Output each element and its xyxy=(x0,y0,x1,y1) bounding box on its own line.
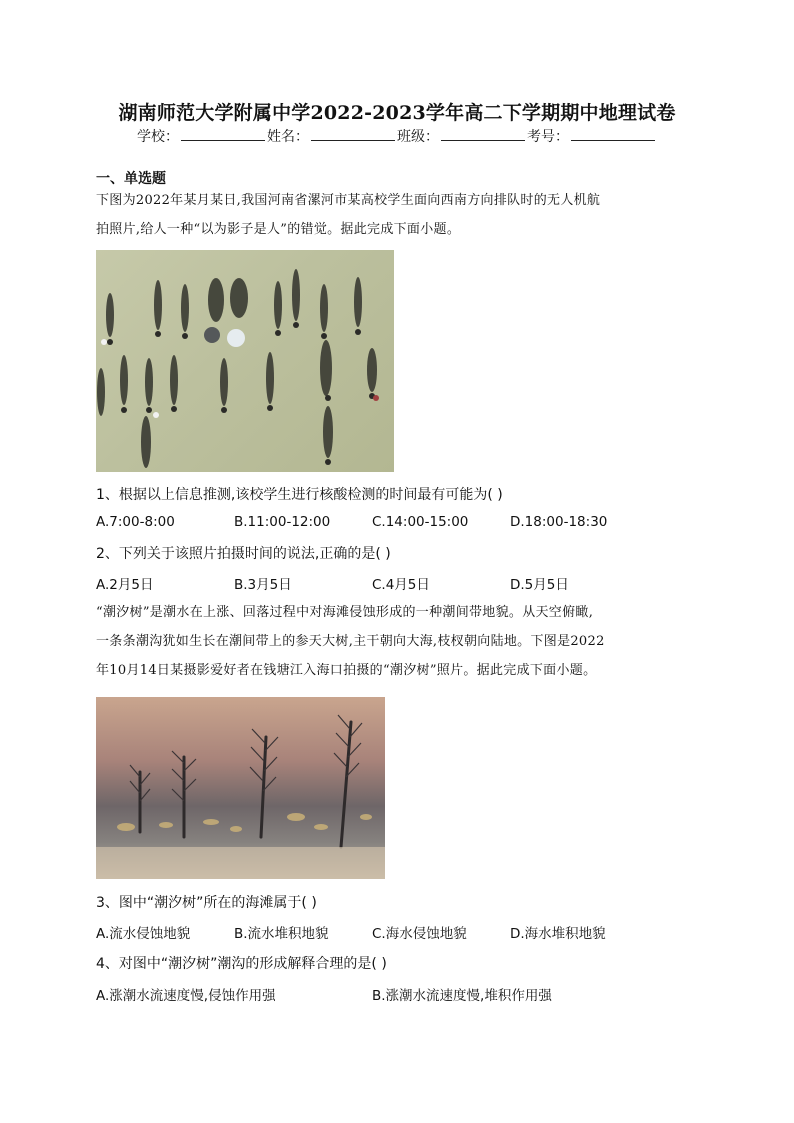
student-info-line xyxy=(0,126,794,146)
q4-option-b[interactable]: B.涨潮水流速度慢,堆积作用强 xyxy=(372,988,552,1004)
passage-1-line: 拍照片,给人一种“以为影子是人”的错觉。据此完成下面小题。 xyxy=(96,222,461,237)
q2-option-a[interactable]: A.2月5日 xyxy=(96,577,154,593)
name-label: 姓名： xyxy=(267,129,309,145)
section-heading: 一、单选题 xyxy=(96,171,166,187)
passage-1-line: 下图为2022年某月某日,我国河南省漯河市某高校学生面向西南方向排队时的无人机航 xyxy=(96,193,601,208)
q1-option-a[interactable]: A.7:00-8:00 xyxy=(96,514,175,530)
q1-option-c[interactable]: C.14:00-15:00 xyxy=(372,514,469,530)
school-label: 学校： xyxy=(137,129,179,145)
number-label: 考号： xyxy=(527,129,569,145)
q1-option-b[interactable]: B.11:00-12:00 xyxy=(234,514,331,530)
q3-option-b[interactable]: B.流水堆积地貌 xyxy=(234,926,329,942)
q2-option-b[interactable]: B.3月5日 xyxy=(234,577,292,593)
q1-option-d[interactable]: D.18:00-18:30 xyxy=(510,514,608,530)
class-blank xyxy=(441,128,525,141)
class-label: 班级： xyxy=(397,129,439,145)
q3-option-c[interactable]: C.海水侵蚀地貌 xyxy=(372,926,467,942)
passage-2-line: 年10月14日某摄影爱好者在钱塘江入海口拍摄的“潮汐树”照片。据此完成下面小题。 xyxy=(96,663,597,678)
name-blank xyxy=(311,128,395,141)
drone-photo-students-shadows xyxy=(96,250,394,472)
passage-2 xyxy=(96,598,700,685)
passage-1 xyxy=(96,186,700,244)
passage-2-line: 一条条潮沟犹如生长在潮间带上的参天大树,主干朝向大海,枝杈朝向陆地。下图是2022 xyxy=(96,634,605,649)
q2-option-c[interactable]: C.4月5日 xyxy=(372,577,430,593)
q3-option-a[interactable]: A.流水侵蚀地貌 xyxy=(96,926,191,942)
q2-option-d[interactable]: D.5月5日 xyxy=(510,577,569,593)
question-4-stem: 4、对图中“潮汐树”潮沟的形成解释合理的是( ) xyxy=(96,956,387,972)
school-blank xyxy=(181,128,265,141)
q4-option-a[interactable]: A.涨潮水流速度慢,侵蚀作用强 xyxy=(96,988,276,1004)
tidal-tree-illustration xyxy=(96,697,385,879)
shadow-figures-illustration xyxy=(96,250,394,472)
question-1-stem: 1、根据以上信息推测,该校学生进行核酸检测的时间最有可能为( ) xyxy=(96,487,503,503)
passage-2-line: “潮汐树”是潮水在上涨、回落过程中对海滩侵蚀形成的一种潮间带地貌。从天空俯瞰, xyxy=(96,605,594,620)
q3-option-d[interactable]: D.海水堆积地貌 xyxy=(510,926,606,942)
exam-title: 湖南师范大学附属中学2022-2023学年高二下学期期中地理试卷 xyxy=(118,102,676,124)
question-2-stem: 2、下列关于该照片拍摄时间的说法,正确的是( ) xyxy=(96,546,391,562)
number-blank xyxy=(571,128,655,141)
tidal-tree-photo xyxy=(96,697,385,879)
question-3-stem: 3、图中“潮汐树”所在的海滩属于( ) xyxy=(96,895,317,911)
